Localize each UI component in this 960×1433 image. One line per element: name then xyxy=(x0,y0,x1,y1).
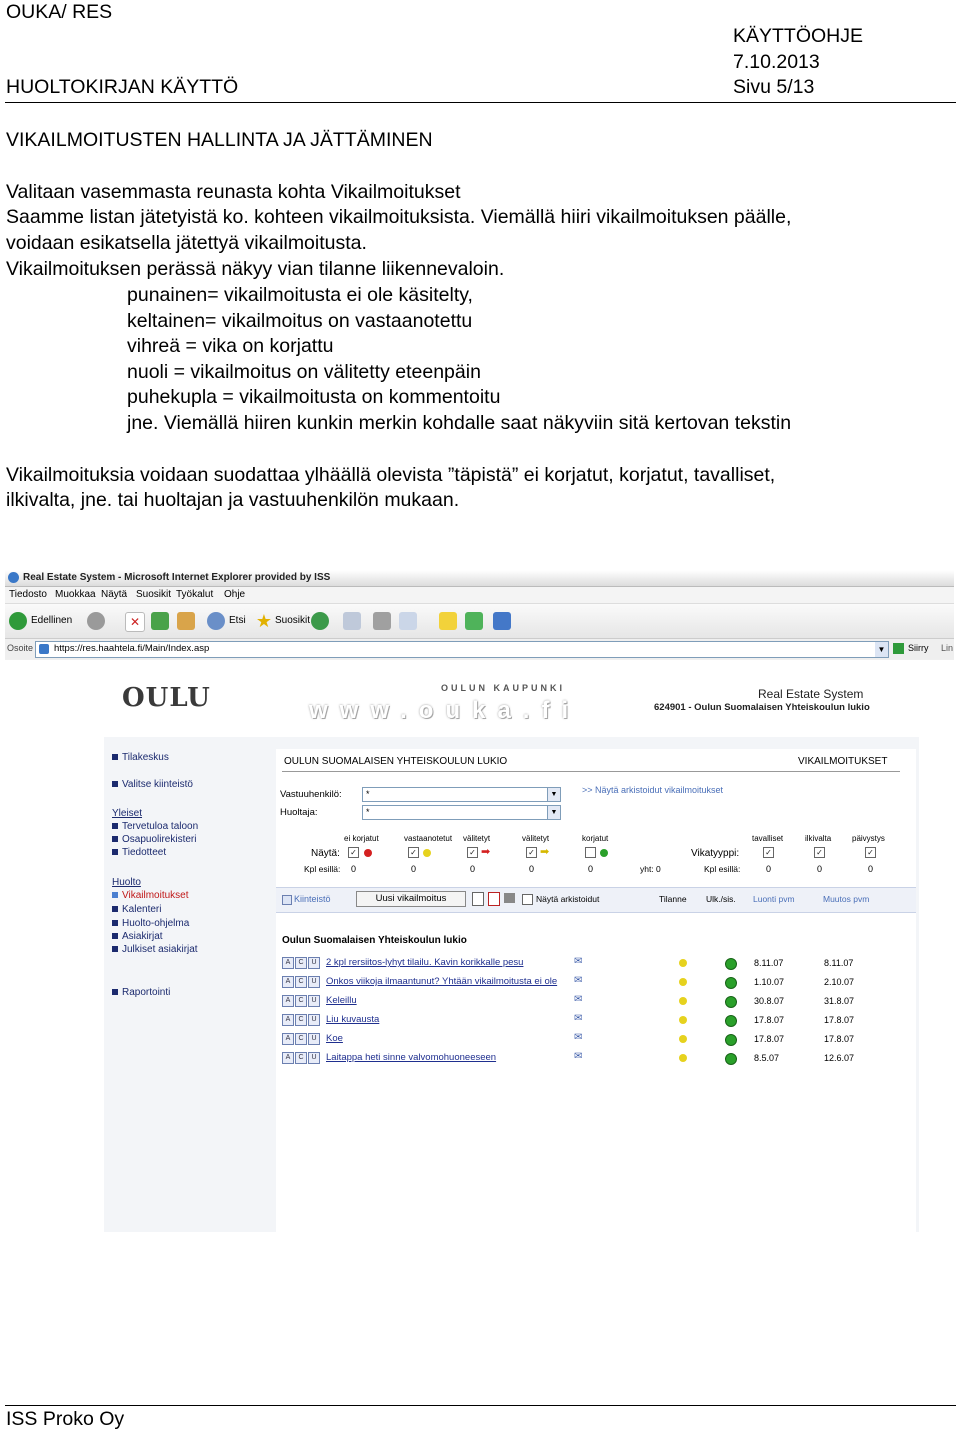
caretaker-value: * xyxy=(366,807,370,817)
go-button-label[interactable]: Siirry xyxy=(908,643,929,653)
filter-checkbox[interactable]: ✓ xyxy=(348,847,359,858)
legend-line: nuoli = vikailmoitus on välitetty eteenpäin xyxy=(127,361,481,383)
caretaker-select[interactable] xyxy=(362,805,561,820)
nav-label: Asiakirjat xyxy=(122,931,163,942)
back-icon[interactable] xyxy=(9,612,27,630)
comment-bubble-icon: ✉ xyxy=(574,1051,583,1062)
window-title: Real Estate System - Microsoft Internet Explorer provided by ISS xyxy=(23,572,331,583)
nav-label: Tiedotteet xyxy=(122,847,167,858)
search-icon[interactable] xyxy=(207,612,225,630)
type-label: päivystys xyxy=(852,834,885,843)
footer-company: ISS Proko Oy xyxy=(6,1408,125,1430)
nav-bullet-icon xyxy=(112,892,118,898)
caretaker-label: Huoltaja: xyxy=(280,807,318,818)
city-name: OULUN KAUPUNKI xyxy=(441,683,565,693)
nav-item-choose-property[interactable] xyxy=(112,779,193,790)
row-action-icon[interactable]: C xyxy=(295,1052,307,1064)
browser-toolbar xyxy=(5,604,954,639)
type-checkbox[interactable]: ✓ xyxy=(814,847,825,858)
count-label: Kpl esillä: xyxy=(304,864,341,874)
table-row[interactable] xyxy=(276,955,916,973)
show-archived-label: Näytä arkistoidut xyxy=(536,894,600,904)
go-icon[interactable] xyxy=(893,643,904,654)
count-value: 0 xyxy=(817,864,823,874)
home-icon[interactable] xyxy=(177,612,195,630)
table-row[interactable] xyxy=(276,1031,916,1049)
report-link[interactable]: Laitappa heti sinne valvomohuoneeseen xyxy=(326,1052,497,1063)
comment-bubble-icon: ✉ xyxy=(574,1032,583,1043)
status-red-dot xyxy=(364,849,372,857)
show-label: Näytä: xyxy=(311,848,340,859)
chevron-down-icon: ▼ xyxy=(547,806,560,819)
nav-label: Kalenteri xyxy=(122,904,162,915)
nav-item-calendar[interactable] xyxy=(112,904,161,915)
type-checkbox[interactable]: ✓ xyxy=(865,847,876,858)
count-value: 0 xyxy=(588,864,594,874)
nav-label: Vikailmoitukset xyxy=(122,890,189,901)
menu-view[interactable]: Näytä xyxy=(101,589,128,600)
pdf-icon[interactable] xyxy=(488,892,500,906)
filter-checkbox[interactable]: ✓ xyxy=(467,847,478,858)
page-icon xyxy=(39,644,49,654)
menu-help[interactable]: Ohje xyxy=(224,589,246,600)
menu-edit[interactable]: Muokkaa xyxy=(55,589,96,600)
body-line: Saamme listan jätetyistä ko. kohteen vikailmoituksista. Viemällä hiiri vikailmoituksen päälle, xyxy=(6,206,792,228)
report-link[interactable]: Onkos viikoja ilmaantunut? Yhtään vikailmoitusta ei ole xyxy=(326,976,558,987)
total-count: yht: 0 xyxy=(640,864,661,874)
refresh-icon[interactable] xyxy=(151,612,169,630)
done-light-icon xyxy=(725,1034,737,1046)
messenger-icon[interactable] xyxy=(465,612,483,630)
status-light-icon xyxy=(679,978,687,986)
new-report-button[interactable] xyxy=(356,891,466,907)
menu-file[interactable]: Tiedosto xyxy=(9,589,47,600)
type-label: ilkivalta xyxy=(805,834,832,843)
row-action-icon[interactable]: A xyxy=(282,976,294,988)
col-ulk: Ulk./sis. xyxy=(706,894,736,904)
nav-bullet-icon xyxy=(112,849,118,855)
archive-link[interactable]: >> Näytä arkistoidut vikailmoitukset xyxy=(582,785,724,795)
footer-rule xyxy=(5,1405,956,1406)
done-light-icon xyxy=(725,1053,737,1065)
app-page xyxy=(104,675,919,1232)
done-light-icon xyxy=(725,958,737,970)
list-title: Oulun Suomalaisen Yhteiskoulun lukio xyxy=(282,935,467,946)
filter-checkbox[interactable]: ✓ xyxy=(408,847,419,858)
row-action-icon[interactable]: A xyxy=(282,1052,294,1064)
count-value: 0 xyxy=(766,864,772,874)
modified-date: 17.8.07 xyxy=(824,1015,855,1025)
legend-line: punainen= vikailmoitusta ei ole käsitelty, xyxy=(127,284,473,306)
panel-section: VIKAILMOITUKSET xyxy=(798,756,888,767)
responsible-value: * xyxy=(366,789,370,799)
status-label: välitetyt xyxy=(463,834,491,843)
ie-icon xyxy=(8,572,19,583)
table-row[interactable] xyxy=(276,1050,916,1068)
nav-head-general[interactable]: Yleiset xyxy=(112,808,143,819)
property-tab-icon xyxy=(282,895,292,905)
created-date: 30.8.07 xyxy=(754,996,785,1006)
tab-row xyxy=(276,887,916,913)
modified-date: 31.8.07 xyxy=(824,996,855,1006)
row-action-icon[interactable]: A xyxy=(282,1033,294,1045)
main-panel xyxy=(276,749,916,1232)
nav-bullet-icon xyxy=(112,836,118,842)
count-value: 0 xyxy=(351,864,357,874)
row-action-icon[interactable]: U xyxy=(308,1033,320,1045)
row-action-icon[interactable]: C xyxy=(295,1033,307,1045)
nav-bullet-icon xyxy=(112,754,118,760)
report-link[interactable]: Koe xyxy=(326,1033,343,1044)
menu-bar xyxy=(5,587,954,604)
browser-titlebar xyxy=(5,570,954,587)
legend-line: keltainen= vikailmoitus on vastaanotettu xyxy=(127,310,473,332)
nav-item-tilakeskus[interactable] xyxy=(112,752,169,763)
legend-line: jne. Viemällä hiiren kunkin merkin kohdalle saat näkyviin sitä kertovan tekstin xyxy=(127,412,792,434)
header-rule xyxy=(5,102,956,103)
history-icon[interactable] xyxy=(311,612,329,630)
row-action-icon[interactable]: U xyxy=(308,1052,320,1064)
created-date: 17.8.07 xyxy=(754,1034,785,1044)
responsible-label: Vastuuhenkilö: xyxy=(280,789,342,800)
browser-window xyxy=(5,570,954,660)
created-date: 8.11.07 xyxy=(754,958,784,968)
filter-line: ilkivalta, jne. tai huoltajan ja vastuuhenkilön mukaan. xyxy=(6,489,460,511)
legend-line: vihreä = vika on korjattu xyxy=(127,335,334,357)
row-action-icon[interactable]: U xyxy=(308,995,320,1007)
print-icon[interactable] xyxy=(504,893,515,903)
nav-bullet-icon xyxy=(112,933,118,939)
forward-arrow-yellow-icon: ➡ xyxy=(540,846,550,858)
nav-item-service-program[interactable] xyxy=(112,918,189,929)
back-button-label[interactable]: Edellinen xyxy=(31,615,73,626)
report-link[interactable]: Liu kuvausta xyxy=(326,1014,380,1025)
table-row[interactable] xyxy=(276,974,916,992)
table-row[interactable] xyxy=(276,993,916,1011)
menu-tools[interactable]: Työkalut xyxy=(176,589,214,600)
comment-bubble-icon: ✉ xyxy=(574,956,583,967)
note-icon[interactable] xyxy=(439,612,457,630)
nav-label: Tervetuloa taloon xyxy=(122,821,199,832)
count-value: 0 xyxy=(529,864,535,874)
comment-bubble-icon: ✉ xyxy=(574,1013,583,1024)
nav-bullet-icon xyxy=(112,823,118,829)
report-link[interactable]: 2 kpl rersiitos-lyhyt tilailu. Kavin korikkalle pesu xyxy=(326,957,524,968)
row-action-icon[interactable]: C xyxy=(295,976,307,988)
row-action-icon[interactable]: C xyxy=(295,957,307,969)
nav-bullet-icon xyxy=(112,906,118,912)
org-name: OUKA/ RES xyxy=(6,1,113,23)
status-yellow-dot xyxy=(423,849,431,857)
address-bar xyxy=(5,639,954,659)
edit-icon[interactable] xyxy=(399,612,417,630)
row-action-icon[interactable]: U xyxy=(308,957,320,969)
nav-bullet-icon xyxy=(112,989,118,995)
doc-title: HUOLTOKIRJAN KÄYTTÖ xyxy=(6,76,239,98)
row-action-icon[interactable]: A xyxy=(282,957,294,969)
address-field[interactable] xyxy=(35,641,889,658)
status-light-icon xyxy=(679,1035,687,1043)
status-light-icon xyxy=(679,1054,687,1062)
status-light-icon xyxy=(679,997,687,1005)
row-action-icon[interactable]: C xyxy=(295,1014,307,1026)
nav-bullet-icon xyxy=(112,920,118,926)
col-created: Luonti pvm xyxy=(753,894,795,904)
nav-bullet-icon xyxy=(112,946,118,952)
modified-date: 12.6.07 xyxy=(824,1053,855,1063)
status-label: välitetyt xyxy=(522,834,550,843)
done-light-icon xyxy=(725,1015,737,1027)
filter-checkbox[interactable] xyxy=(585,847,596,858)
new-report-button-label: Uusi vikailmoitus xyxy=(375,893,447,904)
nav-label: Huolto-ohjelma xyxy=(122,918,190,929)
done-light-icon xyxy=(725,977,737,989)
chevron-down-icon: ▼ xyxy=(547,788,560,801)
nav-item-registry[interactable] xyxy=(112,834,196,845)
count-value: 0 xyxy=(470,864,476,874)
forward-arrow-red-icon: ➡ xyxy=(481,846,491,858)
oulu-logo: OULU xyxy=(122,683,211,713)
nav-label: Raportointi xyxy=(122,987,171,998)
nav-label: Osapuolirekisteri xyxy=(122,834,197,845)
comment-bubble-icon: ✉ xyxy=(574,975,583,986)
app-body xyxy=(104,737,919,1232)
nav-label: Tilakeskus xyxy=(122,752,169,763)
created-date: 8.5.07 xyxy=(754,1053,780,1063)
body-line: Vikailmoituksen perässä näkyy vian tilanne liikennevaloin. xyxy=(6,258,505,280)
document-icon[interactable] xyxy=(472,892,484,906)
page-number: Sivu 5/13 xyxy=(733,76,815,98)
links-label[interactable]: Lin xyxy=(941,643,954,653)
modified-date: 2.10.07 xyxy=(824,977,855,987)
status-light-icon xyxy=(679,1016,687,1024)
row-action-icon[interactable]: C xyxy=(295,995,307,1007)
left-nav xyxy=(104,737,264,1232)
doc-type: KÄYTTÖOHJE xyxy=(733,25,864,47)
archived-checkbox[interactable] xyxy=(522,894,533,905)
table-row[interactable] xyxy=(276,1012,916,1030)
responsible-select[interactable] xyxy=(362,787,561,802)
row-action-icon[interactable]: A xyxy=(282,1014,294,1026)
col-status: Tilanne xyxy=(659,894,687,904)
app-header xyxy=(104,675,919,737)
doc-date: 7.10.2013 xyxy=(733,51,820,73)
nav-bullet-icon xyxy=(112,781,118,787)
body-line: voidaan esikatsella jätettyä vikailmoitusta. xyxy=(6,232,367,254)
status-green-dot xyxy=(600,849,608,857)
mail-icon[interactable] xyxy=(343,612,361,630)
type-checkbox[interactable]: ✓ xyxy=(763,847,774,858)
panel-title: OULUN SUOMALAISEN YHTEISKOULUN LUKIO xyxy=(284,756,508,767)
menu-favorites[interactable]: Suosikit xyxy=(136,589,172,600)
type-filter-label: Vikatyyppi: xyxy=(691,848,740,859)
nav-item-documents[interactable] xyxy=(112,931,163,942)
status-label: vastaanotetut xyxy=(404,834,453,843)
created-date: 17.8.07 xyxy=(754,1015,785,1025)
legend-line: puhekupla = vikailmoitusta on kommentoitu xyxy=(127,386,501,408)
modified-date: 8.11.07 xyxy=(824,958,854,968)
address-dropdown-icon[interactable]: ▼ xyxy=(875,642,888,657)
type-label: tavalliset xyxy=(752,834,784,843)
body-line: Valitaan vasemmasta reunasta kohta Vikailmoitukset xyxy=(6,181,461,203)
row-action-icon[interactable]: A xyxy=(282,995,294,1007)
status-light-icon xyxy=(679,959,687,967)
city-url: www.ouka.fi xyxy=(309,697,581,724)
comment-bubble-icon: ✉ xyxy=(574,994,583,1005)
done-light-icon xyxy=(725,996,737,1008)
stop-icon[interactable]: ✕ xyxy=(125,612,145,632)
nav-item-public-documents[interactable] xyxy=(112,944,198,955)
count-value: 0 xyxy=(868,864,874,874)
property-name: 624901 - Oulun Suomalaisen Yhteiskoulun lukio xyxy=(654,702,870,713)
created-date: 1.10.07 xyxy=(754,977,785,987)
favorites-icon[interactable]: ★ xyxy=(255,611,273,631)
nav-label: Valitse kiinteistö xyxy=(122,779,193,790)
nav-label: Julkiset asiakirjat xyxy=(122,944,198,955)
panel-divider xyxy=(282,771,900,772)
bluetooth-icon[interactable] xyxy=(493,612,511,630)
status-label: ei korjatut xyxy=(344,834,379,843)
section-title: VIKAILMOITUSTEN HALLINTA JA JÄTTÄMINEN xyxy=(6,129,433,151)
print-icon[interactable] xyxy=(373,612,391,630)
nav-item-bulletins[interactable] xyxy=(112,847,166,858)
report-link[interactable]: Keleillu xyxy=(326,995,357,1006)
count-value: 0 xyxy=(411,864,417,874)
nav-item-welcome[interactable] xyxy=(112,821,198,832)
nav-item-reports[interactable] xyxy=(112,987,170,998)
col-modified: Muutos pvm xyxy=(823,894,870,904)
modified-date: 17.8.07 xyxy=(824,1034,855,1044)
filter-line: Vikailmoituksia voidaan suodattaa ylhäällä olevista ”täpistä” ei korjatut, korjatut, tavalliset, xyxy=(6,464,776,486)
address-label: Osoite xyxy=(7,643,34,653)
count-label: Kpl esillä: xyxy=(704,864,741,874)
row-action-icon[interactable]: U xyxy=(308,976,320,988)
system-name: Real Estate System xyxy=(758,687,864,701)
nav-head-service[interactable]: Huolto xyxy=(112,877,141,888)
address-value: https://res.haahtela.fi/Main/Index.asp xyxy=(54,643,210,654)
forward-icon[interactable] xyxy=(87,612,105,630)
filter-checkbox[interactable]: ✓ xyxy=(526,847,537,858)
status-label: korjatut xyxy=(582,834,609,843)
tab-property[interactable]: Kiinteistö xyxy=(294,894,331,904)
favorites-button-label[interactable]: Suosikit xyxy=(275,615,311,626)
nav-item-fault-reports[interactable] xyxy=(112,890,189,901)
row-action-icon[interactable]: U xyxy=(308,1014,320,1026)
search-button-label[interactable]: Etsi xyxy=(229,615,246,626)
